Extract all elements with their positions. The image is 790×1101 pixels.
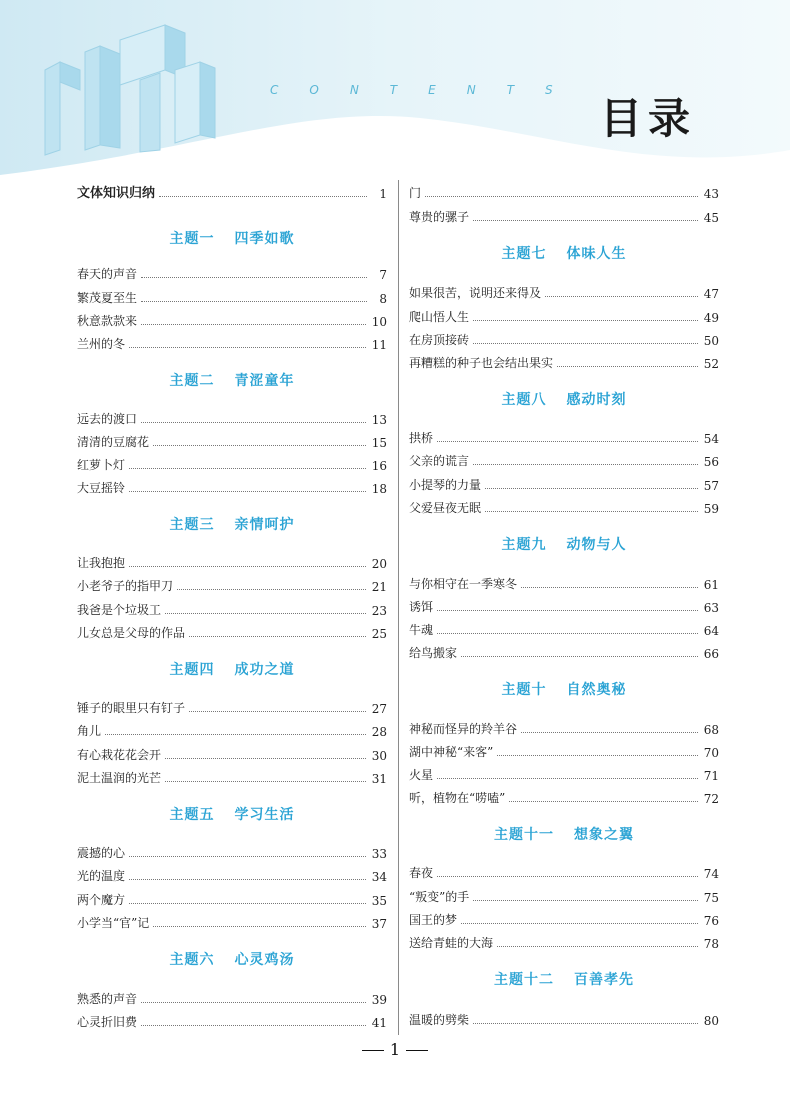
entry-title: 尊贵的骡子 (409, 210, 470, 224)
theme-number: 主题十二 (494, 972, 554, 988)
entry-page: 1 (379, 187, 387, 201)
entry-page: 75 (703, 891, 719, 905)
entry-title: “叛变”的手 (409, 890, 470, 904)
entry-title: 角儿 (77, 724, 102, 738)
entry-page: 47 (703, 287, 719, 301)
theme-heading (77, 804, 387, 824)
theme-number: 主题十 (501, 682, 547, 698)
toc-entry[interactable] (409, 281, 719, 301)
entry-title: 春天的声音 (77, 267, 138, 281)
toc-entry[interactable] (77, 286, 387, 306)
dot-leader (105, 734, 366, 735)
toc-entry[interactable] (409, 205, 719, 225)
dot-leader (461, 923, 698, 924)
theme-number: 主题五 (169, 807, 215, 823)
toc-entry[interactable] (77, 1010, 387, 1030)
dot-leader (437, 633, 698, 634)
page-footer (0, 1040, 790, 1059)
toc-entry[interactable] (409, 740, 719, 760)
entry-title: 给鸟搬家 (409, 646, 458, 660)
entry-title: 爬山悟人生 (409, 310, 470, 324)
page-header (0, 0, 790, 178)
toc-entry[interactable] (409, 931, 719, 951)
entry-page: 11 (371, 338, 387, 352)
theme-heading (409, 534, 719, 554)
entry-page: 23 (371, 604, 387, 618)
toc-entry[interactable] (77, 476, 387, 496)
entry-page: 74 (703, 867, 719, 881)
entry-title: 在房顶接砖 (409, 333, 470, 347)
entry-title: 听，植物在“唠嗑” (409, 791, 506, 805)
theme-name: 学习生活 (234, 807, 295, 823)
dot-leader (129, 347, 366, 348)
dot-leader (473, 343, 698, 344)
entry-page: 72 (703, 792, 719, 806)
entry-title: 我爸是个垃圾工 (77, 603, 162, 617)
entry-page: 50 (703, 334, 719, 348)
dot-leader (165, 758, 366, 759)
entry-page: 16 (371, 459, 387, 473)
entry-page: 66 (703, 647, 719, 661)
entry-page: 35 (371, 894, 387, 908)
toc-entry[interactable] (409, 641, 719, 661)
entry-page: 25 (371, 627, 387, 641)
toc-entry[interactable] (409, 908, 719, 928)
entry-page: 52 (703, 357, 719, 371)
entry-page: 63 (703, 601, 719, 615)
theme-heading (77, 949, 387, 969)
toc-entry[interactable] (409, 786, 719, 806)
toc-entry[interactable] (409, 618, 719, 638)
entry-page: 34 (371, 870, 387, 884)
toc-entry[interactable] (77, 332, 387, 352)
theme-heading (409, 243, 719, 263)
entry-title: 送给青蛙的大海 (409, 936, 494, 950)
dot-leader (437, 876, 698, 877)
entry-page: 20 (371, 557, 387, 571)
entry-title: 熟悉的声音 (77, 992, 138, 1006)
entry-title: 小提琴的力量 (409, 478, 482, 492)
entry-title: 诱饵 (409, 600, 434, 614)
entry-page: 76 (703, 914, 719, 928)
entry-title: 光的温度 (77, 869, 126, 883)
entry-page: 18 (371, 482, 387, 496)
toc-entry[interactable] (409, 181, 719, 201)
toc-entry[interactable] (409, 426, 719, 446)
entry-page: 64 (703, 624, 719, 638)
dot-leader (177, 589, 366, 590)
entry-title: 红萝卜灯 (77, 458, 126, 472)
entry-title: 让我抱抱 (77, 556, 126, 570)
entry-page: 15 (371, 436, 387, 450)
dot-leader (141, 301, 367, 302)
entry-title: 泥土温润的光芒 (77, 771, 162, 785)
dot-leader (545, 296, 698, 297)
entry-title: 温暖的劈柴 (409, 1013, 470, 1027)
dash-right (406, 1050, 428, 1051)
dot-leader (461, 656, 698, 657)
entry-page: 45 (703, 211, 719, 225)
toc-entry[interactable] (409, 449, 719, 469)
entry-title: 繁茂夏至生 (77, 291, 138, 305)
toc-entry[interactable] (77, 696, 387, 716)
toc-entry[interactable] (409, 717, 719, 737)
dot-leader (473, 900, 697, 901)
entry-title: 春夜 (409, 866, 434, 880)
dot-leader (189, 636, 366, 637)
dot-leader (153, 445, 366, 446)
toc-entry[interactable] (77, 453, 387, 473)
theme-name: 四季如歌 (234, 231, 295, 247)
dot-leader (153, 926, 365, 927)
entry-title: 震撼的心 (77, 846, 126, 860)
theme-heading (77, 370, 387, 390)
entry-page: 31 (371, 772, 387, 786)
dot-leader (141, 422, 366, 423)
column-divider (398, 180, 399, 1035)
dot-leader (129, 468, 366, 469)
toc-entry[interactable] (77, 719, 387, 739)
page-number: 1 (389, 1040, 401, 1059)
theme-name: 心灵鸡汤 (234, 952, 295, 968)
toc-entry[interactable] (77, 888, 387, 908)
theme-number: 主题八 (501, 392, 547, 408)
toc-entry[interactable] (409, 328, 719, 348)
entry-title: 心灵折旧费 (77, 1015, 138, 1029)
entry-title: 国王的梦 (409, 913, 458, 927)
entry-title: 神秘而怪异的羚羊谷 (409, 722, 518, 736)
dot-leader (521, 587, 698, 588)
toc-entry[interactable] (77, 987, 387, 1007)
page-title: 目录 (600, 94, 697, 143)
entry-title: 小老爷子的指甲刀 (77, 579, 174, 593)
entry-title: 父爱昼夜无眠 (409, 501, 482, 515)
theme-name: 动物与人 (566, 537, 627, 553)
theme-number: 主题三 (169, 517, 215, 533)
dot-leader (473, 1023, 698, 1024)
dot-leader (159, 196, 367, 197)
dot-leader (437, 778, 698, 779)
entry-title: 锤子的眼里只有钉子 (77, 701, 186, 715)
entry-page: 56 (703, 455, 719, 469)
dot-leader (141, 1002, 366, 1003)
entry-page: 27 (371, 702, 387, 716)
entry-title: 如果很苦，说明还来得及 (409, 286, 542, 300)
entry-title: 火星 (409, 768, 434, 782)
theme-name: 想象之翼 (574, 827, 634, 843)
entry-title: 儿女总是父母的作品 (77, 626, 186, 640)
dot-leader (473, 220, 698, 221)
theme-heading (77, 514, 387, 534)
toc-entry[interactable] (409, 351, 719, 371)
toc-entry[interactable] (77, 766, 387, 786)
entry-title: 清清的豆腐花 (77, 435, 150, 449)
entry-page: 13 (371, 413, 387, 427)
entry-title: 文体知识归纳 (77, 186, 156, 201)
theme-heading (409, 389, 719, 409)
dot-leader (497, 755, 697, 756)
dash-left (362, 1050, 384, 1051)
dot-leader (473, 320, 698, 321)
theme-number: 主题九 (501, 537, 547, 553)
theme-number: 主题七 (501, 246, 547, 262)
theme-name: 感动时刻 (566, 392, 627, 408)
entry-title: 小学当“官”记 (77, 916, 150, 930)
entry-page: 30 (371, 749, 387, 763)
dot-leader (485, 511, 698, 512)
theme-heading (77, 659, 387, 679)
entry-title: 远去的渡口 (77, 412, 138, 426)
entry-page: 49 (703, 311, 719, 325)
entry-page: 68 (703, 723, 719, 737)
entry-page: 21 (371, 580, 387, 594)
dot-leader (437, 441, 698, 442)
entry-page: 8 (379, 292, 387, 306)
entry-title: 再糟糕的种子也会结出果实 (409, 356, 554, 370)
dot-leader (141, 1025, 366, 1026)
entry-title: 湖中神秘“来客” (409, 745, 494, 759)
toc-entry[interactable] (77, 430, 387, 450)
theme-name: 体味人生 (566, 246, 627, 262)
theme-number: 主题一 (169, 231, 215, 247)
dot-leader (165, 781, 366, 782)
entry-page: 71 (703, 769, 719, 783)
entry-page: 61 (703, 578, 719, 592)
toc-entry[interactable] (409, 1008, 719, 1028)
toc-entry[interactable] (77, 743, 387, 763)
theme-name: 成功之道 (234, 662, 295, 678)
entry-page: 10 (371, 315, 387, 329)
entry-page: 78 (703, 937, 719, 951)
entry-title: 父亲的谎言 (409, 454, 470, 468)
entry-page: 59 (703, 502, 719, 516)
toc-entry[interactable] (409, 861, 719, 881)
toc-entry[interactable] (77, 407, 387, 427)
entry-title: 有心栽花花会开 (77, 748, 162, 762)
entry-title: 大豆摇铃 (77, 481, 126, 495)
toc-entry[interactable] (409, 305, 719, 325)
toc-entry[interactable] (77, 841, 387, 861)
dot-leader (129, 856, 366, 857)
dot-leader (425, 196, 698, 197)
dot-leader (521, 732, 698, 733)
dot-leader (485, 488, 698, 489)
toc-entry[interactable] (77, 864, 387, 884)
toc-entry[interactable] (77, 911, 387, 931)
entry-page: 33 (371, 847, 387, 861)
dot-leader (141, 277, 367, 278)
entry-page: 57 (703, 479, 719, 493)
dot-leader (437, 610, 698, 611)
entry-title: 牛魂 (409, 623, 434, 637)
entry-page: 28 (371, 725, 387, 739)
dot-leader (509, 801, 697, 802)
entry-title: 两个魔方 (77, 893, 126, 907)
toc-entry[interactable] (77, 262, 387, 282)
toc-entry[interactable] (409, 473, 719, 493)
dot-leader (129, 903, 366, 904)
entry-page: 39 (371, 993, 387, 1007)
entry-page: 70 (703, 746, 719, 760)
contents-label: CONTENTS (270, 83, 584, 97)
toc-entry[interactable] (409, 572, 719, 592)
toc-entry[interactable] (409, 885, 719, 905)
theme-heading (77, 228, 387, 248)
toc-entry[interactable] (409, 496, 719, 516)
entry-title: 拱桥 (409, 431, 434, 445)
theme-name: 亲情呵护 (234, 517, 295, 533)
entry-title: 秋意款款来 (77, 314, 138, 328)
dot-leader (141, 324, 366, 325)
dot-leader (189, 711, 366, 712)
dot-leader (473, 464, 698, 465)
entry-page: 43 (703, 187, 719, 201)
entry-title: 与你相守在一季寒冬 (409, 577, 518, 591)
theme-number: 主题十一 (494, 827, 554, 843)
entry-page: 80 (703, 1014, 719, 1028)
entry-page: 37 (371, 917, 387, 931)
entry-page: 54 (703, 432, 719, 446)
toc-entry[interactable] (77, 551, 387, 571)
theme-heading (409, 679, 719, 699)
entry-page: 41 (371, 1016, 387, 1030)
toc-entry[interactable] (409, 763, 719, 783)
toc-entry[interactable] (77, 309, 387, 329)
theme-name: 百善孝先 (574, 972, 634, 988)
entry-title: 兰州的冬 (77, 337, 126, 351)
dot-leader (497, 946, 698, 947)
theme-number: 主题六 (169, 952, 215, 968)
toc-entry[interactable] (77, 181, 387, 201)
dot-leader (557, 366, 698, 367)
theme-name: 青涩童年 (234, 373, 295, 389)
theme-number: 主题四 (169, 662, 215, 678)
dot-leader (129, 566, 366, 567)
entry-page: 7 (379, 268, 387, 282)
entry-title: 门 (409, 186, 422, 200)
toc-entry[interactable] (77, 598, 387, 618)
dot-leader (165, 613, 366, 614)
dot-leader (129, 491, 366, 492)
theme-heading (409, 824, 719, 844)
theme-name: 自然奥秘 (566, 682, 627, 698)
toc-entry[interactable] (77, 621, 387, 641)
dot-leader (129, 879, 366, 880)
theme-number: 主题二 (169, 373, 215, 389)
toc-entry[interactable] (77, 574, 387, 594)
toc-entry[interactable] (409, 595, 719, 615)
theme-heading (409, 969, 719, 989)
